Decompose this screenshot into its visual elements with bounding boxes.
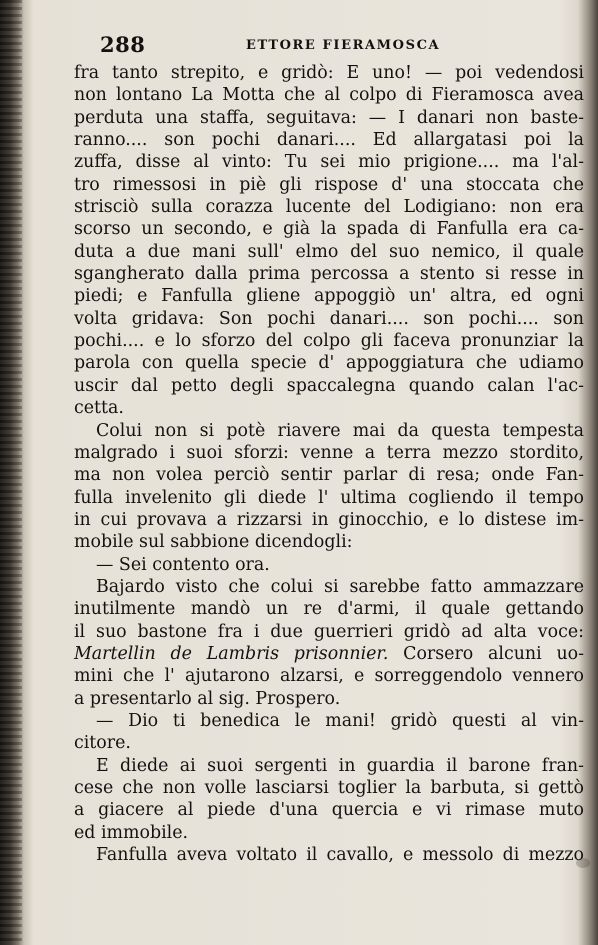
- text-line: a giacere al piede d'una quercia e vi rimase muto: [74, 800, 584, 821]
- text-line: inutilmente mandò un re d'armi, il quale gettando: [74, 599, 584, 620]
- text-line: sgangherato dalla prima percossa a stento si resse in: [74, 264, 584, 285]
- page-header: [34, 20, 566, 60]
- text-line: in cui provava a rizzarsi in ginocchio, e lo distese im-: [74, 509, 584, 530]
- text-line: scorso un secondo, e già la spada di Fanfulla era ca-: [74, 219, 584, 240]
- text-line: Colui non si potè riavere mai da questa tempesta: [96, 420, 584, 441]
- text-line: il suo bastone fra i due guerrieri gridò ad alta voce:: [74, 621, 584, 642]
- text-line: a presentarlo al sig. Prospero.: [74, 688, 341, 709]
- text-line: tro rimessosi in piè gli rispose d' una stoccata che: [74, 174, 584, 195]
- text-line: malgrado i suoi sforzi: venne a terra mezzo stordito,: [74, 442, 584, 463]
- text-line: ed immobile.: [74, 822, 189, 843]
- text-line: Bajardo visto che colui si sarebbe fatto ammazzare: [96, 576, 584, 597]
- running-title: ETTORE FIERAMOSCA: [246, 38, 441, 53]
- text-line: duta a due mani sull' elmo del suo nemico, il quale: [74, 241, 584, 262]
- text-line: zuffa, disse al vinto: Tu sei mio prigione.... ma l'al-: [74, 152, 584, 173]
- text-line: volta gridava: Son pochi danari.... son pochi.... son: [74, 308, 584, 329]
- text-line: pochi.... e lo sforzo del colpo gli faceva pronunziar la: [74, 331, 584, 352]
- text-line: uscir dal petto degli spaccalegna quando calan l'ac-: [74, 375, 584, 396]
- line-text: Corsero alcuni uo-: [388, 643, 585, 664]
- text-line: ranno.... son pochi danari.... Ed allargatasi poi la: [74, 130, 584, 151]
- text-line: piedi; e Fanfulla gliene appoggiò un' altra, ed ogni: [74, 286, 584, 307]
- text-line: — Sei contento ora.: [96, 554, 270, 575]
- text-line: ma non volea perciò sentir parlar di resa; onde Fan-: [74, 465, 584, 486]
- text-line: cetta.: [74, 398, 124, 419]
- text-line: mini che l' ajutarono alzarsi, e sorreggendolo vennero: [74, 666, 584, 687]
- text-line: E diede ai suoi sergenti in guardia il barone fran-: [96, 755, 584, 776]
- text-line: Fanfulla aveva voltato il cavallo, e messolo di mezzo: [96, 845, 584, 866]
- text-line: parola con quella specie d' appoggiatura che udiamo: [74, 353, 584, 374]
- page-number: 288: [100, 32, 146, 57]
- text-line: mobile sul sabbione dicendogli:: [74, 532, 353, 553]
- paper-stain: [576, 858, 590, 868]
- text-line: strisciò sulla corazza lucente del Lodigiano: non era: [74, 197, 584, 218]
- book-page: [34, 20, 585, 925]
- text-line: non lontano La Motta che al colpo di Fieramosca avea: [74, 85, 584, 106]
- text-line: cese che non volle lasciarsi toglier la barbuta, si gettò: [74, 778, 584, 798]
- text-line: [74, 643, 584, 665]
- text-line: fra tanto strepito, e gridò: E uno! — poi vedendosi: [74, 63, 584, 83]
- italic-quote: Martellin de Lambris prisonnier.: [74, 643, 389, 664]
- text-line: perduta una staffa, seguitava: — I danari non baste-: [74, 107, 584, 128]
- text-line: fulla invelenito gli diede l' ultima cogliendo il tempo: [74, 487, 584, 508]
- text-line: citore.: [74, 733, 131, 754]
- text-line: — Dio ti benedica le mani! gridò questi al vin-: [96, 710, 584, 731]
- body-text: [74, 62, 584, 866]
- book-binding-edge: [0, 0, 22, 945]
